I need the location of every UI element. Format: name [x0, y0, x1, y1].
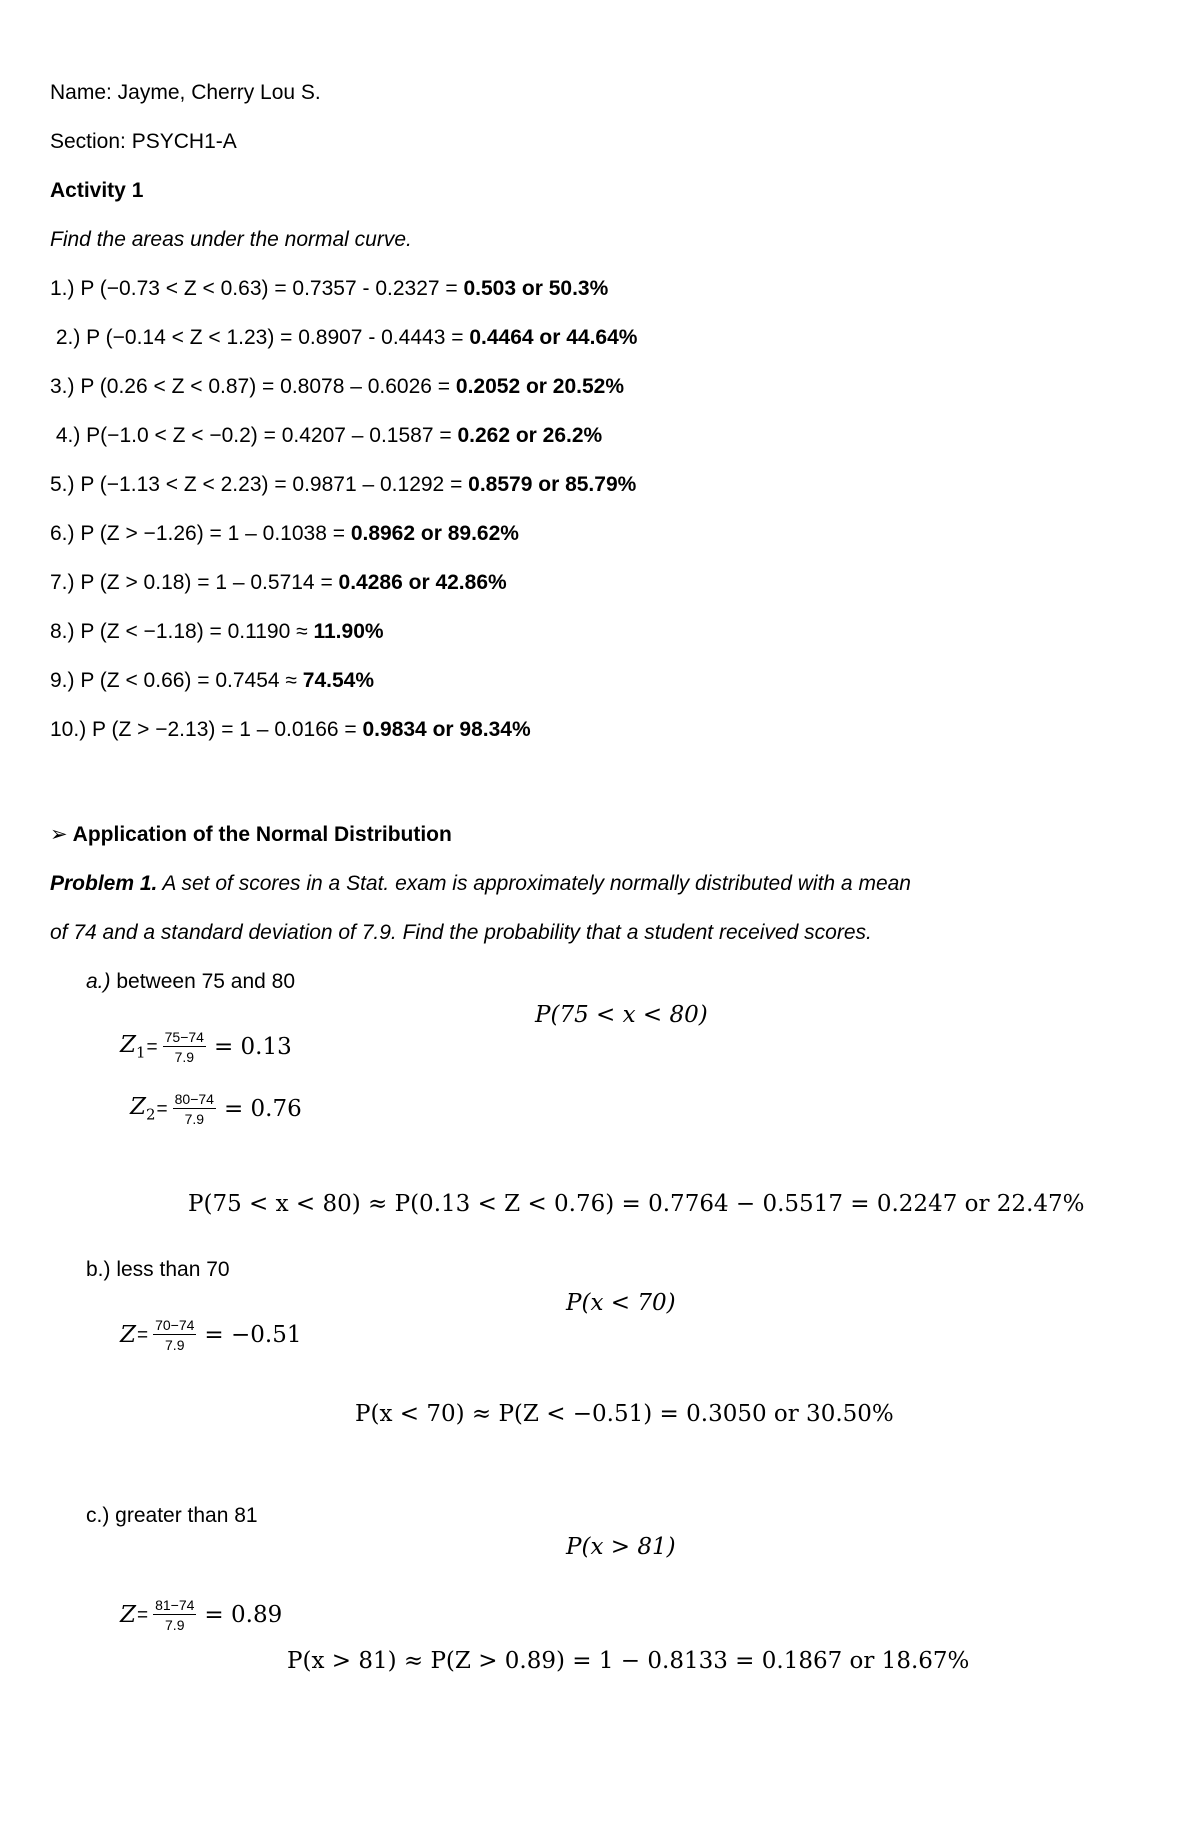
part-a-z1-fraction: $\frac{75-74}{7.9}$ — [164, 1029, 204, 1065]
section-label: Section: PSYCH1-A — [50, 130, 237, 153]
part-b-z-fraction: $\frac{70-74}{7.9}$ — [155, 1317, 195, 1353]
student-name: Name: Jayme, Cherry Lou S. — [50, 81, 321, 104]
part-b-label: b.) less than 70 — [86, 1258, 230, 1281]
part-a-z1-equation: $Z_1$ = $\frac{75-74}{7.9}$ = 0.13 — [120, 1029, 292, 1065]
item-2: 2.) P (−0.14 < Z < 1.23) = 0.8907 - 0.4443 = 0.4464 or 44.64% — [50, 326, 638, 349]
item-9: 9.) P (Z < 0.66) = 0.7454 ≈ 74.54% — [50, 669, 375, 692]
part-b-result: P(x < 70) ≈ P(Z < −0.51) = 0.3050 or 30.50% — [355, 1401, 894, 1427]
activity-title: Activity 1 — [50, 179, 144, 202]
item-3: 3.) P (0.26 < Z < 0.87) = 0.8078 – 0.6026 = 0.2052 or 20.52% — [50, 375, 625, 398]
part-a-z2-fraction: $\frac{80-74}{7.9}$ — [174, 1091, 214, 1127]
part-a-z2-equation: $Z_2$ = $\frac{80-74}{7.9}$ = 0.76 — [130, 1091, 302, 1127]
item-4: 4.) P(−1.0 < Z < −0.2) = 0.4207 – 0.1587 = 0.262 or 26.2% — [50, 424, 603, 447]
item-10: 10.) P (Z > −2.13) = 1 – 0.0166 = 0.9834 or 98.34% — [50, 718, 531, 741]
item-6: 6.) P (Z > −1.26) = 1 – 0.1038 = 0.8962 or 89.62% — [50, 522, 519, 545]
part-c-label: c.) greater than 81 — [86, 1504, 258, 1527]
part-c-z-fraction: $\frac{81-74}{7.9}$ — [155, 1597, 195, 1633]
part-a-probability: P(75 < x < 80) — [535, 1002, 708, 1028]
problem-statement-line-1: Problem 1. A set of scores in a Stat. exam is approximately normally distributed with a mean — [50, 872, 911, 895]
part-a-result: P(75 < x < 80) ≈ P(0.13 < Z < 0.76) = 0.7764 − 0.5517 = 0.2247 or 22.47% — [188, 1191, 1085, 1217]
problem-statement-line-2: of 74 and a standard deviation of 7.9. Find the probability that a student received scores. — [50, 921, 872, 944]
part-c-probability: P(x > 81) — [566, 1534, 676, 1560]
item-7: 7.) P (Z > 0.18) = 1 – 0.5714 = 0.4286 or 42.86% — [50, 571, 507, 594]
part-b-z-equation: Z = $\frac{70-74}{7.9}$ = −0.51 — [120, 1317, 302, 1353]
item-5: 5.) P (−1.13 < Z < 2.23) = 0.9871 – 0.1292 = 0.8579 or 85.79% — [50, 473, 637, 496]
part-c-z-equation: Z = $\frac{81-74}{7.9}$ = 0.89 — [120, 1597, 283, 1633]
application-heading: ➢ Application of the Normal Distribution — [50, 823, 452, 846]
part-c-result: P(x > 81) ≈ P(Z > 0.89) = 1 − 0.8133 = 0.1867 or 18.67% — [287, 1648, 970, 1674]
arrow-bullet-icon: ➢ — [50, 823, 68, 846]
instruction-text: Find the areas under the normal curve. — [50, 228, 412, 251]
part-a-label: a.) between 75 and 80 — [86, 970, 296, 993]
item-1: 1.) P (−0.73 < Z < 0.63) = 0.7357 - 0.2327 = 0.503 or 50.3% — [50, 277, 609, 300]
part-b-probability: P(x < 70) — [566, 1290, 676, 1316]
item-8: 8.) P (Z < −1.18) = 0.1190 ≈ 11.90% — [50, 620, 384, 643]
